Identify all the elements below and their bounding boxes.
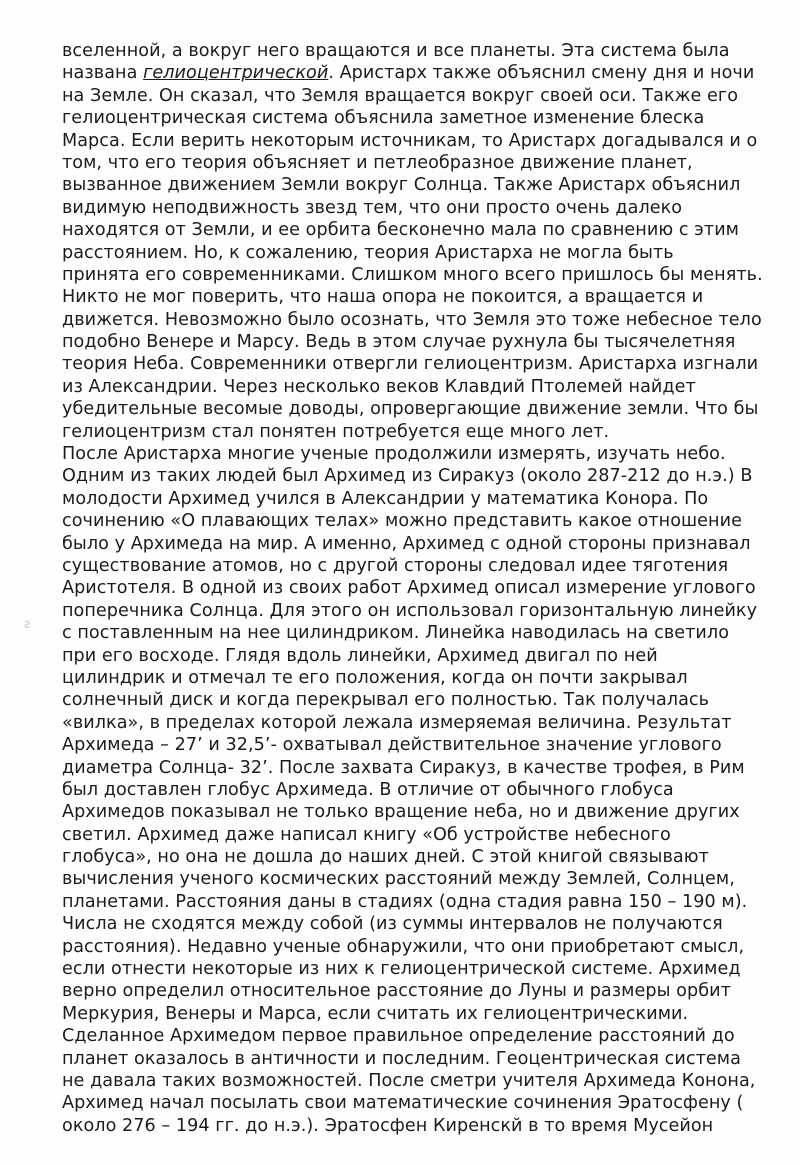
text-line-31: «вилка», в пределах которой лежала измеряемая величина. Результат (62, 712, 732, 733)
text-line-11: принята его современниками. Слишком много всего пришлось бы менять. (62, 264, 763, 285)
text-line-16: из Александрии. Через несколько веков Клавдий Птолемей найдет (62, 376, 696, 397)
text-line-30: солнечный диск и когда перекрывал его полностью. Так получалась (62, 690, 710, 711)
text-line-12: Никто не мог поверить, что наша опора не покоится, а вращается и (62, 287, 704, 308)
text-line-22: сочинению «О плавающих телах» можно представить какое отношение (62, 511, 742, 532)
text-line-46: планет оказалось в античности и последним. Геоцентрическая система (62, 1048, 741, 1069)
text-line-28: при его восходе. Глядя вдоль линейки, Архимед двигал по ней (62, 645, 658, 666)
text-line-7: вызванное движением Земли вокруг Солнца. Также Аристарх объяснил (62, 175, 741, 196)
margin-pencil-mark: ƨ (24, 617, 31, 631)
text-line-3: на Земле. Он сказал, что Земля вращается вокруг своей оси. Также его (62, 85, 739, 106)
text-line-19: После Аристарха многие ученые продолжили измерять, изучать небо. (62, 444, 726, 465)
text-line-20: Одним из таких людей был Архимед из Сиракуз (около 287-212 до н.э.) В (62, 466, 753, 487)
text-line-49: около 276 – 194 гг. до н.э.). Эратосфен Киренскй в то время Мусейон (62, 1115, 714, 1136)
text-line-27: с поставленным на нее цилиндриком. Линейка наводилась на светило (62, 623, 730, 644)
text-line-18: гелиоцентризм стал понятен потребуется еще много лет. (62, 421, 610, 442)
text-line-17: убедительные весомые доводы, опровергающие движение земли. Что бы (62, 399, 759, 420)
text-line-38: вычисления ученого космических расстояний между Землей, Солнцем, (62, 869, 735, 890)
text-line-4: гелиоцентрическая система объяснила заметное изменение блеска (62, 108, 705, 129)
text-line-2-start: названа (62, 63, 144, 84)
text-line-43: верно определил относительное расстояние до Луны и размеры орбит (62, 981, 731, 1002)
text-line-33: диаметра Солнца- 32’. После захвата Сиракуз, в качестве трофея, в Рим (62, 757, 745, 778)
text-line-13: движется. Невозможно было осознать, что Земля это тоже небесное тело (62, 309, 762, 330)
text-line-5: Марса. Если верить некоторым источникам, то Аристарх догадывался и о (62, 130, 758, 151)
text-line-2-end: . Аристарх также объяснил смену дня и ночи (328, 63, 755, 84)
text-line-9: находятся от Земли, и ее орбита бесконечно мала по сравнению с этим (62, 220, 739, 241)
text-line-2 (62, 62, 792, 84)
text-line-10: расстоянием. Но, к сожалению, теория Аристарха не могла быть (62, 242, 674, 263)
text-line-14: подобно Венере и Марсу. Ведь в этом случае рухнула бы тысячелетняя (62, 332, 736, 353)
text-line-1: вселенной, а вокруг него вращаются и все планеты. Эта система была (62, 41, 730, 61)
text-line-44: Меркурия, Венеры и Марса, если считать их гелиоцентрическими. (62, 1003, 689, 1024)
text-line-32: Архимеда – 27’ и 32,5’- охватывал действительное значение углового (62, 735, 722, 756)
text-line-26: поперечника Солнца. Для этого он использовал горизонтальную линейку (62, 600, 758, 621)
text-line-37: глобуса», но она не дошла до наших дней. С этой книгой связывают (62, 847, 709, 868)
text-line-48: Архимед начал посылать свои математические сочинения Эратосфену ( (62, 1093, 744, 1114)
emphasized-term: гелиоцентрической (143, 63, 329, 84)
text-line-24: существование атомов, но с другой стороны следовал идее тяготения (62, 555, 729, 576)
text-line-35: Архимедов показывал не только вращение неба, но и движение других (62, 802, 740, 823)
body-text (62, 40, 792, 1137)
text-line-40: Числа не сходятся между собой (из суммы интервалов не получаются (62, 914, 723, 935)
text-line-45: Сделанное Архимедом первое правильное определение расстояний до (62, 1026, 735, 1047)
text-line-29: цилиндрик и отмечал те его положения, когда он почти закрывал (62, 667, 688, 688)
text-line-15: теория Неба. Современники отвергли гелиоцентризм. Аристарха изгнали (62, 354, 759, 375)
text-line-8: видимую неподвижность звезд тем, что они просто очень далеко (62, 197, 683, 218)
text-line-25: Аристотеля. В одной из своих работ Архимед описал измерение углового (62, 578, 756, 599)
text-line-21: молодости Архимед учился в Александрии у математика Конора. По (62, 488, 709, 509)
text-line-34: был доставлен глобус Архимеда. В отличие от обычного глобуса (62, 779, 674, 800)
text-line-41: расстояния). Недавно ученые обнаружили, что они приобретают смысл, (62, 936, 745, 957)
text-line-47: не давала таких возможностей. После сметри учителя Архимеда Конона, (62, 1070, 756, 1091)
text-line-39: планетами. Расстояния даны в стадиях (одна стадия равна 150 – 190 м). (62, 891, 748, 912)
text-line-42: если отнести некоторые из них к гелиоцентрической системе. Архимед (62, 959, 741, 980)
text-line-36: светил. Архимед даже написал книгу «Об устройстве небесного (62, 824, 671, 845)
text-line-23: было у Архимеда на мир. А именно, Архимед с одной стороны признавал (62, 533, 751, 554)
text-line-6: том, что его теория объясняет и петлеобразное движение планет, (62, 152, 693, 173)
